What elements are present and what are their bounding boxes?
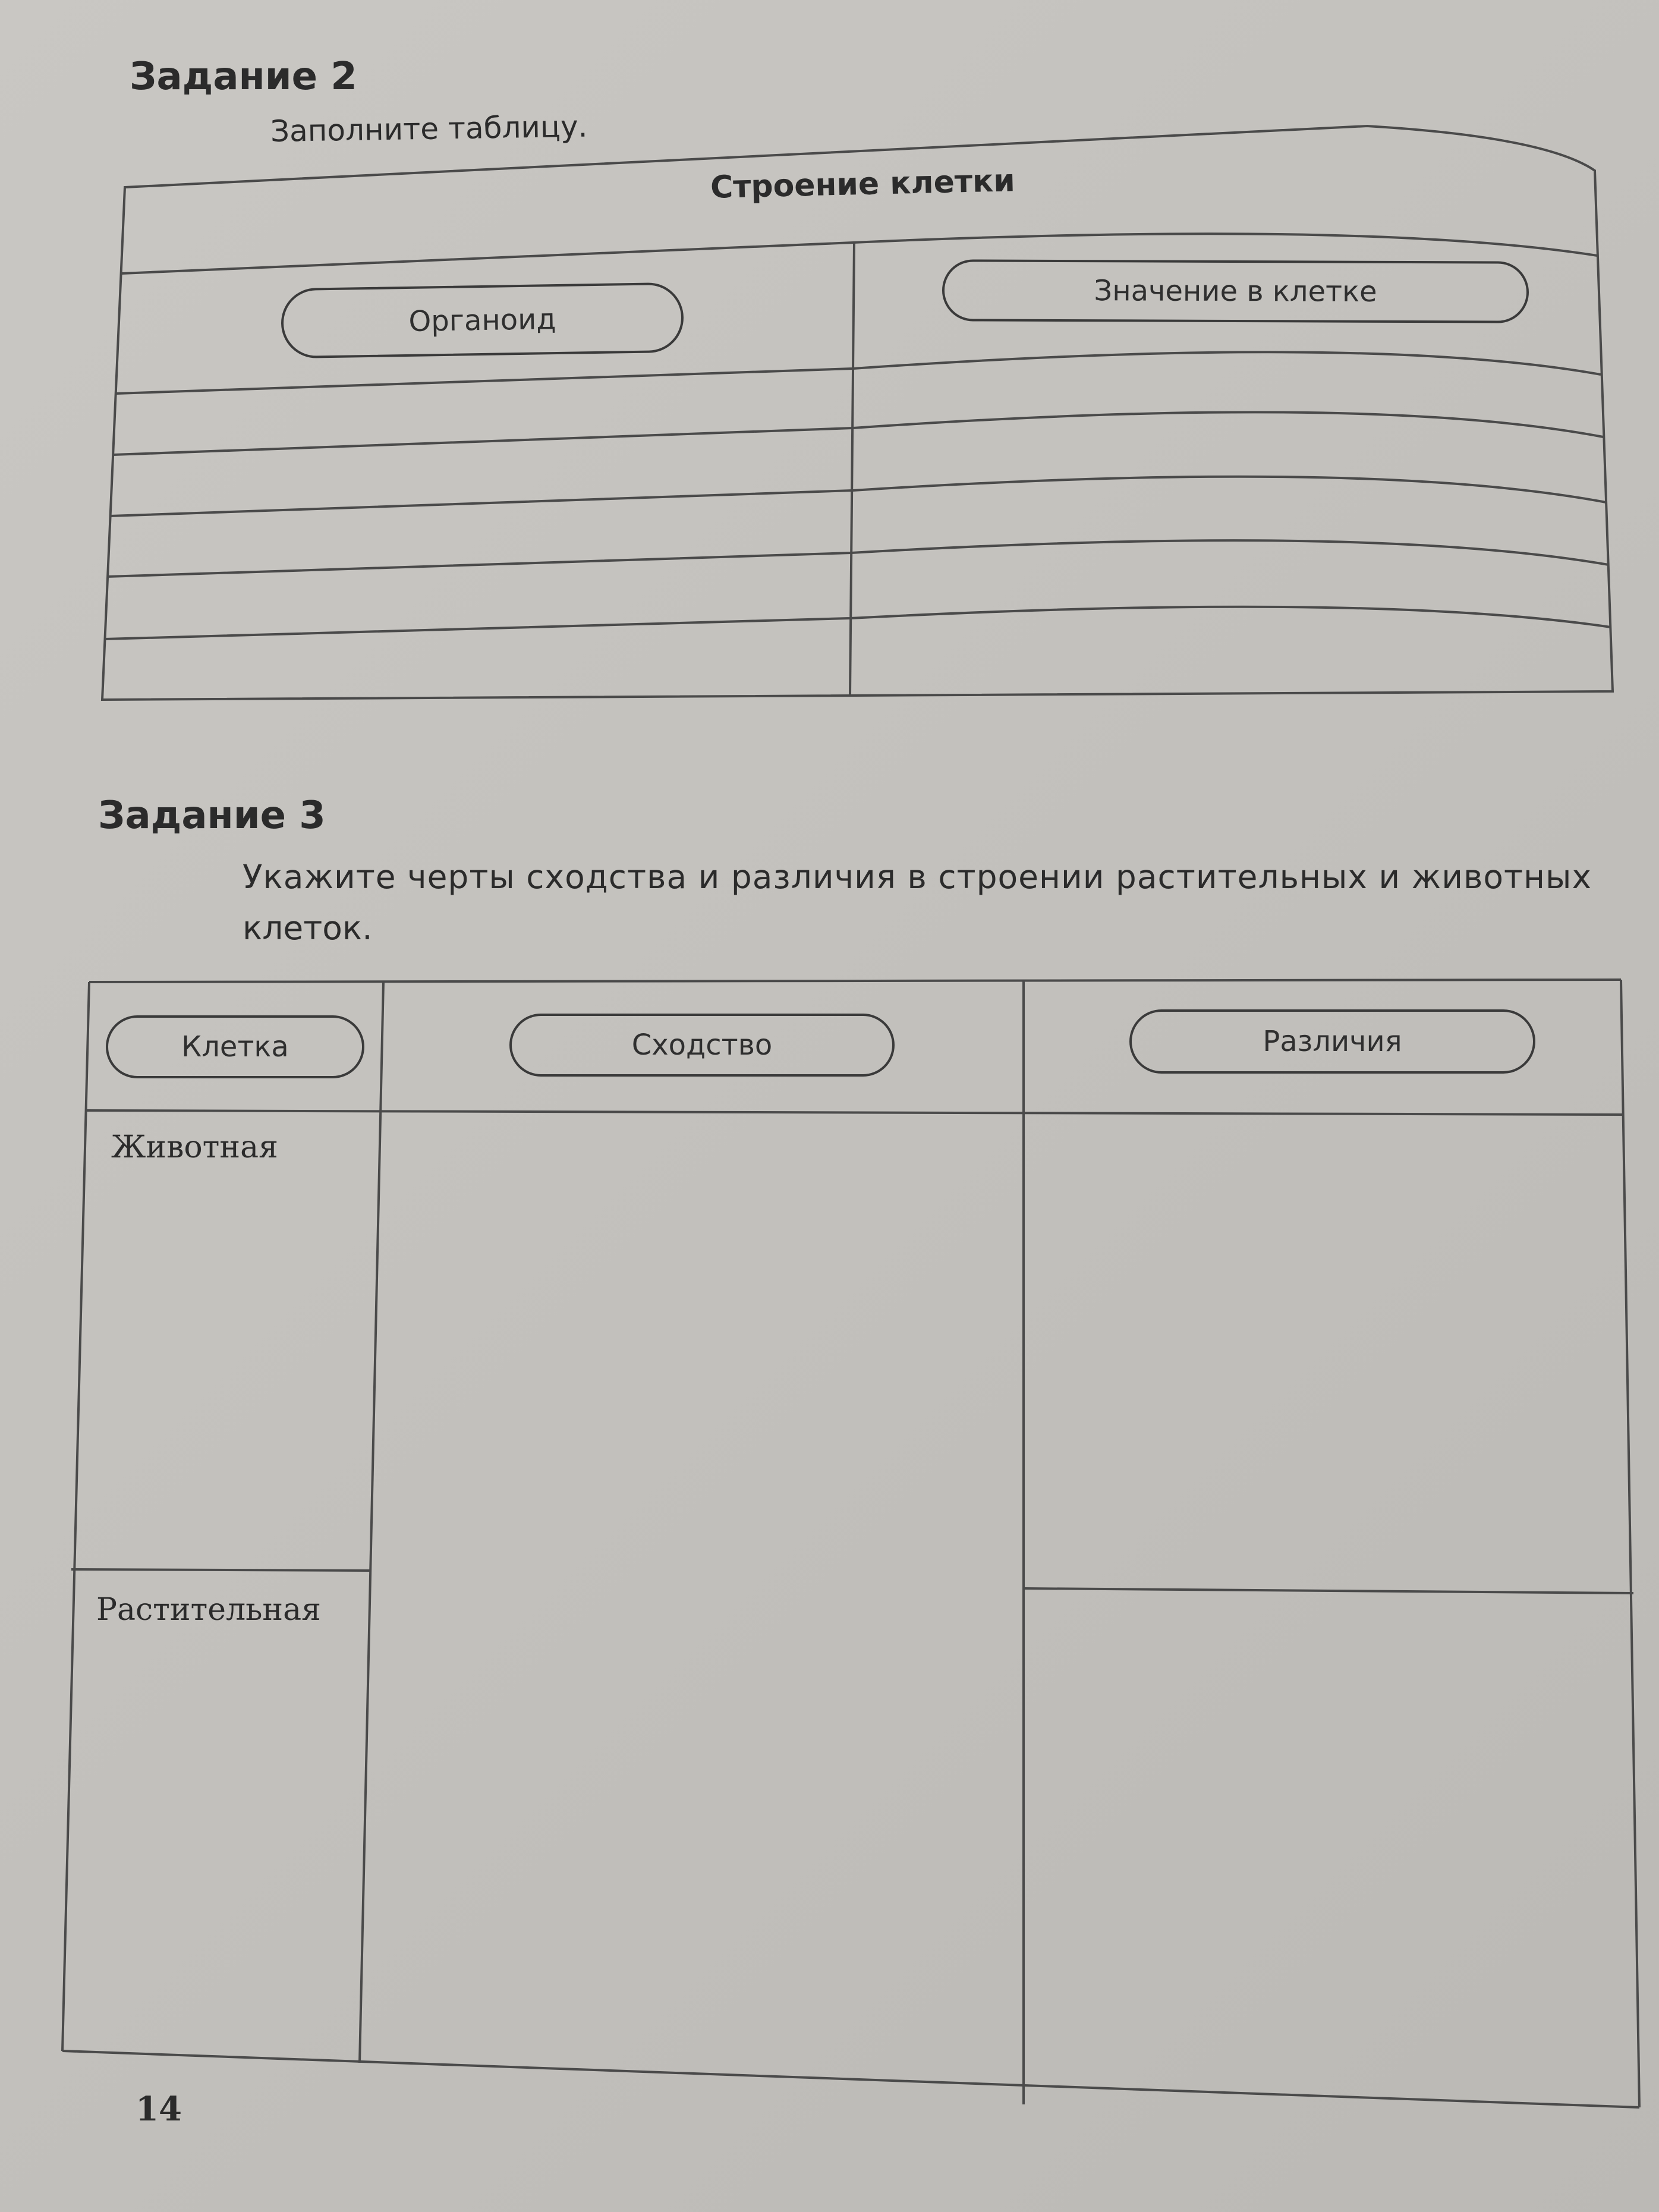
task3-instruction-line2: клеток. [243, 909, 373, 947]
organoid-header-label: Органоид [408, 303, 556, 338]
row-label-plant: Растительная [96, 1592, 321, 1628]
table-caption: Строение клетки [710, 163, 1016, 206]
task2-instruction: Заполните таблицу. [270, 109, 588, 149]
differences-header-pill [1129, 1009, 1535, 1074]
row-label-animal: Животная [111, 1129, 278, 1165]
task3-heading: Задание 3 [98, 794, 326, 838]
task2-heading: Задание 2 [130, 55, 357, 99]
page-number: 14 [136, 2090, 182, 2129]
cell-header-label: Клетка [181, 1030, 289, 1063]
differences-header-label: Различия [1263, 1025, 1402, 1058]
similarity-header-label: Сходство [631, 1028, 773, 1062]
meaning-header-label: Значение в клетке [1094, 274, 1377, 309]
cell-header-pill [106, 1015, 364, 1078]
similarity-header-pill [509, 1014, 895, 1077]
task3-instruction-line1: Укажите черты сходства и различия в строении растительных и животных [243, 858, 1592, 896]
